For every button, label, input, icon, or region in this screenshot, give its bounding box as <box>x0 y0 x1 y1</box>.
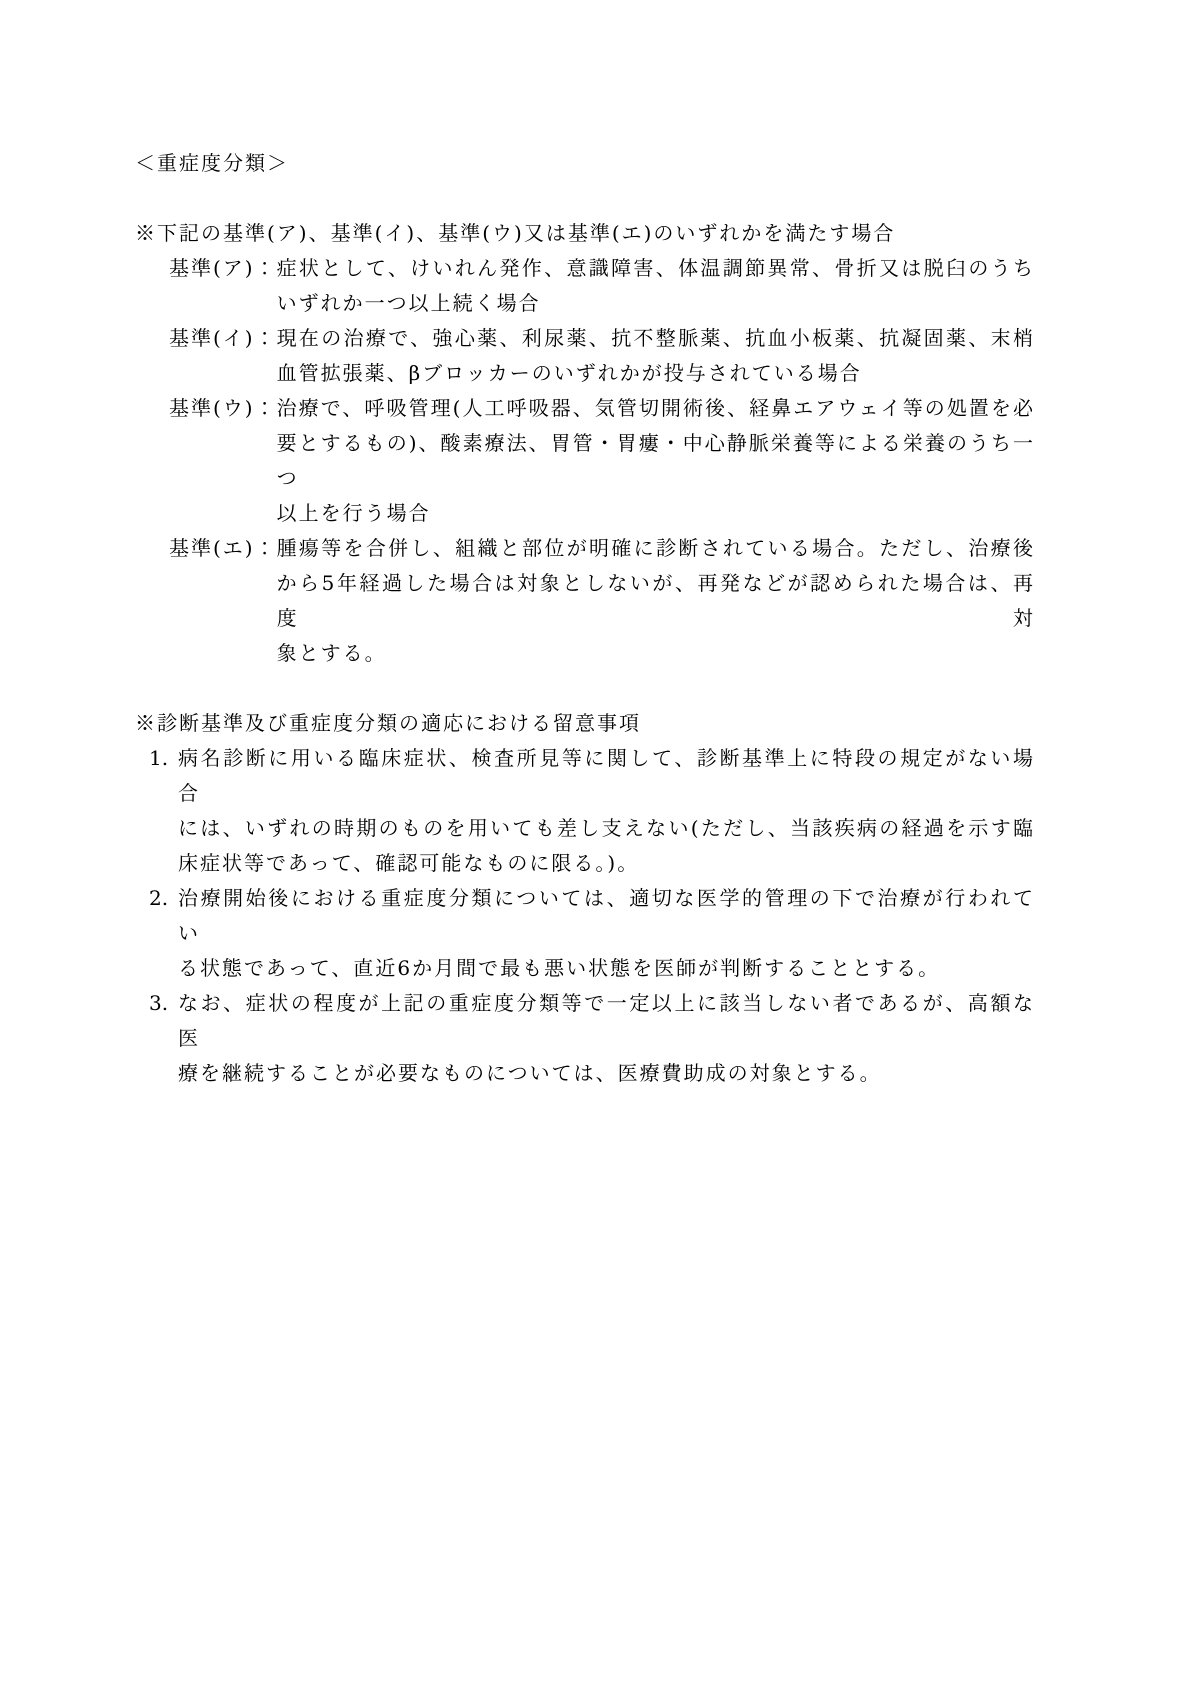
note-text <box>178 986 1035 1091</box>
criterion-item <box>169 391 1035 531</box>
note-text <box>178 741 1035 881</box>
text-line: る状態であって、直近6か月間で最も悪い状態を医師が判断することとする。 <box>178 956 941 980</box>
criterion-item <box>169 251 1035 321</box>
text-line: には、いずれの時期のものを用いても差し支えない(ただし、当該疾病の経過を示す臨 <box>178 816 1035 840</box>
criterion-item <box>169 321 1035 391</box>
note-text <box>178 881 1035 986</box>
note-item <box>149 741 1035 881</box>
note-number: 1. <box>149 746 169 770</box>
text-line: から5年経過した場合は対象としないが、再発などが認められた場合は、再度対 <box>276 571 1035 630</box>
criteria-list <box>169 251 1035 671</box>
text-line: 治療で、呼吸管理(人工呼吸器、気管切開術後、経鼻エアウェイ等の処置を必 <box>276 396 1035 420</box>
criterion-text <box>277 321 1035 391</box>
text-line: 要とするもの)、酸素療法、胃管・胃瘻・中心静脈栄養等による栄養のうち一つ <box>276 431 1035 490</box>
page-title-text: ＜重症度分類＞ <box>135 151 289 175</box>
text-line: 床症状等であって、確認可能なものに限る。)。 <box>178 851 640 875</box>
criterion-text <box>277 251 1035 321</box>
text-line: 以上を行う場合 <box>276 501 431 525</box>
note-number: 3. <box>149 991 169 1015</box>
note-number: 2. <box>149 886 169 910</box>
text-line: 現在の治療で、強心薬、利尿薬、抗不整脈薬、抗血小板薬、抗凝固薬、末梢 <box>276 326 1035 350</box>
page-title <box>135 146 1035 181</box>
text-line: いずれか一つ以上続く場合 <box>276 291 541 315</box>
criterion-text <box>277 531 1035 671</box>
criterion-label: 基準(ウ)： <box>169 396 277 420</box>
text-line: 治療開始後における重症度分類については、適切な医学的管理の下で治療が行われてい <box>178 886 1035 945</box>
text-line: 療を継続することが必要なものについては、医療費助成の対象とする。 <box>178 1061 882 1085</box>
text-line: 腫瘍等を合併し、組織と部位が明確に診断されている場合。ただし、治療後 <box>276 536 1035 560</box>
criterion-text <box>277 391 1035 531</box>
text-line: 象とする。 <box>276 641 387 665</box>
notes-list <box>149 741 1035 1091</box>
notes-heading: ※診断基準及び重症度分類の適応における留意事項 <box>135 711 641 735</box>
criterion-label: 基準(ア)： <box>169 256 277 280</box>
text-line: 症状として、けいれん発作、意識障害、体温調節異常、骨折又は脱臼のうち <box>276 256 1035 280</box>
criterion-item <box>169 531 1035 671</box>
criterion-label: 基準(エ)： <box>169 536 277 560</box>
criterion-label: 基準(イ)： <box>169 326 277 350</box>
criteria-intro: ※下記の基準(ア)、基準(イ)、基準(ウ)又は基準(エ)のいずれかを満たす場合 <box>135 221 896 245</box>
note-item <box>149 881 1035 986</box>
note-item <box>149 986 1035 1091</box>
text-line: 病名診断に用いる臨床症状、検査所見等に関して、診断基準上に特段の規定がない場合 <box>178 746 1035 805</box>
text-line: なお、症状の程度が上記の重症度分類等で一定以上に該当しない者であるが、高額な医 <box>178 991 1035 1050</box>
text-line: 血管拡張薬、βブロッカーのいずれかが投与されている場合 <box>276 361 862 385</box>
